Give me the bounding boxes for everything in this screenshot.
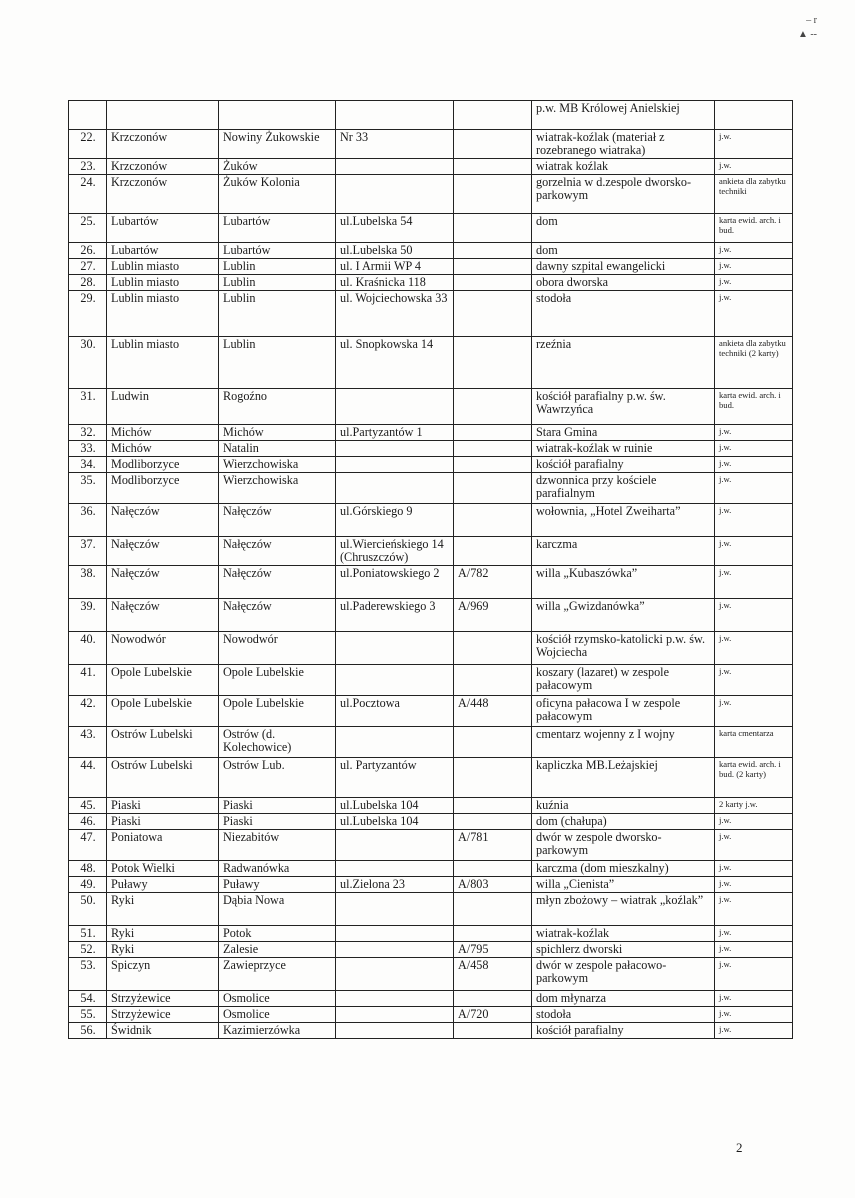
row-number: 28.: [69, 275, 107, 291]
object-name-cell: willa „Kubaszówka”: [532, 566, 715, 599]
documentation-note-cell: karta ewid. arch. i bud.: [715, 214, 793, 243]
table-row: [69, 1007, 793, 1023]
page-number: 2: [736, 1140, 743, 1155]
row-number: 37.: [69, 537, 107, 566]
documentation-note-cell: j.w.: [715, 958, 793, 991]
commune-cell: Nowodwór: [107, 632, 219, 665]
object-name-cell: młyn zbożowy – wiatrak „koźlak”: [532, 893, 715, 926]
locality-cell: Zawieprzyce: [219, 958, 336, 991]
row-number: 50.: [69, 893, 107, 926]
table-row: [69, 566, 793, 599]
commune-cell: Opole Lubelskie: [107, 696, 219, 727]
commune-cell: Nałęczów: [107, 504, 219, 537]
row-number: 33.: [69, 441, 107, 457]
table-row: [69, 1023, 793, 1039]
documentation-note-cell: j.w.: [715, 441, 793, 457]
row-number: 51.: [69, 926, 107, 942]
locality-cell: Lublin: [219, 291, 336, 337]
table-row: [69, 101, 793, 130]
table-row: [69, 473, 793, 504]
address-cell: [336, 159, 454, 175]
locality-cell: Lubartów: [219, 243, 336, 259]
register-number-cell: [454, 991, 532, 1007]
commune-cell: Modliborzyce: [107, 457, 219, 473]
register-number-cell: [454, 214, 532, 243]
locality-cell: Piaski: [219, 798, 336, 814]
table-row: [69, 159, 793, 175]
register-number-cell: [454, 665, 532, 696]
commune-cell: Lubartów: [107, 243, 219, 259]
object-name-cell: wołownia, „Hotel Zweiharta”: [532, 504, 715, 537]
table-row: [69, 758, 793, 798]
documentation-note-cell: j.w.: [715, 877, 793, 893]
object-name-cell: wiatrak-koźlak (materiał z rozebranego wiatraka): [532, 130, 715, 159]
table-row: [69, 130, 793, 159]
table-row: [69, 991, 793, 1007]
commune-cell: Lublin miasto: [107, 275, 219, 291]
documentation-note-cell: j.w.: [715, 991, 793, 1007]
table-row: [69, 893, 793, 926]
commune-cell: Krzczonów: [107, 130, 219, 159]
object-name-cell: dawny szpital ewangelicki: [532, 259, 715, 275]
table-row: [69, 214, 793, 243]
commune-cell: Piaski: [107, 798, 219, 814]
locality-cell: Nowiny Żukowskie: [219, 130, 336, 159]
address-cell: [336, 1007, 454, 1023]
documentation-note-cell: j.w.: [715, 599, 793, 632]
locality-cell: Piaski: [219, 814, 336, 830]
object-name-cell: willa „Cienista”: [532, 877, 715, 893]
row-number: 42.: [69, 696, 107, 727]
address-cell: ul.Partyzantów 1: [336, 425, 454, 441]
locality-cell: Nałęczów: [219, 599, 336, 632]
table-row: [69, 275, 793, 291]
address-cell: ul.Zielona 23: [336, 877, 454, 893]
row-number: 52.: [69, 942, 107, 958]
address-cell: [336, 632, 454, 665]
row-number: 47.: [69, 830, 107, 861]
row-number: [69, 101, 107, 130]
row-number: 22.: [69, 130, 107, 159]
commune-cell: Ostrów Lubelski: [107, 758, 219, 798]
register-number-cell: A/458: [454, 958, 532, 991]
address-cell: ul.Wiercieńskiego 14 (Chruszczów): [336, 537, 454, 566]
row-number: 41.: [69, 665, 107, 696]
commune-cell: Nałęczów: [107, 566, 219, 599]
row-number: 48.: [69, 861, 107, 877]
address-cell: [336, 665, 454, 696]
register-number-cell: A/795: [454, 942, 532, 958]
table-row: [69, 457, 793, 473]
documentation-note-cell: [715, 101, 793, 130]
commune-cell: Ryki: [107, 942, 219, 958]
row-number: 23.: [69, 159, 107, 175]
register-number-cell: [454, 473, 532, 504]
table-row: [69, 942, 793, 958]
locality-cell: Osmolice: [219, 1007, 336, 1023]
register-number-cell: [454, 861, 532, 877]
row-number: 44.: [69, 758, 107, 798]
row-number: 30.: [69, 337, 107, 389]
row-number: 34.: [69, 457, 107, 473]
documentation-note-cell: ankieta dla zabytku techniki (2 karty): [715, 337, 793, 389]
table-row: [69, 537, 793, 566]
commune-cell: Krzczonów: [107, 159, 219, 175]
table-row: [69, 243, 793, 259]
documentation-note-cell: j.w.: [715, 926, 793, 942]
commune-cell: Opole Lubelskie: [107, 665, 219, 696]
object-name-cell: dom (chałupa): [532, 814, 715, 830]
address-cell: [336, 441, 454, 457]
commune-cell: Michów: [107, 441, 219, 457]
commune-cell: Spiczyn: [107, 958, 219, 991]
documentation-note-cell: j.w.: [715, 861, 793, 877]
locality-cell: Żuków: [219, 159, 336, 175]
object-name-cell: kościół parafialny: [532, 457, 715, 473]
object-name-cell: gorzelnia w d.zespole dworsko-parkowym: [532, 175, 715, 214]
object-name-cell: stodoła: [532, 1007, 715, 1023]
address-cell: ul.Poniatowskiego 2: [336, 566, 454, 599]
locality-cell: Żuków Kolonia: [219, 175, 336, 214]
address-cell: Nr 33: [336, 130, 454, 159]
address-cell: [336, 958, 454, 991]
locality-cell: Puławy: [219, 877, 336, 893]
row-number: 36.: [69, 504, 107, 537]
row-number: 25.: [69, 214, 107, 243]
documentation-note-cell: j.w.: [715, 159, 793, 175]
address-cell: [336, 926, 454, 942]
locality-cell: Lublin: [219, 259, 336, 275]
locality-cell: Natalin: [219, 441, 336, 457]
corner-mark-bottom: ▲ --: [797, 29, 817, 40]
address-cell: ul. Partyzantów: [336, 758, 454, 798]
row-number: 24.: [69, 175, 107, 214]
documentation-note-cell: j.w.: [715, 830, 793, 861]
documentation-note-cell: j.w.: [715, 665, 793, 696]
address-cell: ul.Pocztowa: [336, 696, 454, 727]
documentation-note-cell: karta ewid. arch. i bud. (2 karty): [715, 758, 793, 798]
documentation-note-cell: j.w.: [715, 566, 793, 599]
locality-cell: Ostrów Lub.: [219, 758, 336, 798]
register-number-cell: [454, 101, 532, 130]
table-row: [69, 632, 793, 665]
address-cell: ul.Lubelska 54: [336, 214, 454, 243]
register-number-cell: [454, 537, 532, 566]
register-number-cell: [454, 275, 532, 291]
documentation-note-cell: j.w.: [715, 942, 793, 958]
commune-cell: Lublin miasto: [107, 291, 219, 337]
table-row: [69, 727, 793, 758]
locality-cell: Nałęczów: [219, 537, 336, 566]
register-number-cell: [454, 457, 532, 473]
locality-cell: Lublin: [219, 275, 336, 291]
object-name-cell: dom: [532, 214, 715, 243]
register-number-cell: [454, 814, 532, 830]
register-number-cell: A/448: [454, 696, 532, 727]
register-number-cell: [454, 243, 532, 259]
commune-cell: [107, 101, 219, 130]
address-cell: [336, 473, 454, 504]
table-row: [69, 337, 793, 389]
address-cell: [336, 830, 454, 861]
object-name-cell: dom: [532, 243, 715, 259]
table-row: [69, 389, 793, 425]
object-name-cell: rzeźnia: [532, 337, 715, 389]
table-row: [69, 830, 793, 861]
table-row: [69, 696, 793, 727]
address-cell: ul.Lubelska 104: [336, 798, 454, 814]
documentation-note-cell: j.w.: [715, 632, 793, 665]
documentation-note-cell: j.w.: [715, 457, 793, 473]
documentation-note-cell: j.w.: [715, 893, 793, 926]
row-number: 27.: [69, 259, 107, 275]
commune-cell: Nałęczów: [107, 537, 219, 566]
object-name-cell: koszary (lazaret) w zespole pałacowym: [532, 665, 715, 696]
table-row: [69, 861, 793, 877]
locality-cell: Nałęczów: [219, 504, 336, 537]
table-row: [69, 259, 793, 275]
documentation-note-cell: j.w.: [715, 537, 793, 566]
documentation-note-cell: j.w.: [715, 814, 793, 830]
documentation-note-cell: 2 karty j.w.: [715, 798, 793, 814]
object-name-cell: dzwonnica przy kościele parafialnym: [532, 473, 715, 504]
locality-cell: Kazimierzówka: [219, 1023, 336, 1039]
commune-cell: Świdnik: [107, 1023, 219, 1039]
register-number-cell: [454, 798, 532, 814]
address-cell: ul.Lubelska 50: [336, 243, 454, 259]
commune-cell: Ryki: [107, 893, 219, 926]
register-number-cell: [454, 441, 532, 457]
locality-cell: Michów: [219, 425, 336, 441]
object-name-cell: wiatrak-koźlak: [532, 926, 715, 942]
register-number-cell: A/781: [454, 830, 532, 861]
documentation-note-cell: j.w.: [715, 275, 793, 291]
object-name-cell: p.w. MB Królowej Anielskiej: [532, 101, 715, 130]
address-cell: ul.Paderewskiego 3: [336, 599, 454, 632]
register-number-cell: [454, 159, 532, 175]
address-cell: ul. I Armii WP 4: [336, 259, 454, 275]
row-number: 49.: [69, 877, 107, 893]
row-number: 55.: [69, 1007, 107, 1023]
register-number-cell: [454, 259, 532, 275]
address-cell: ul.Górskiego 9: [336, 504, 454, 537]
table-row: [69, 798, 793, 814]
register-number-cell: [454, 291, 532, 337]
object-name-cell: cmentarz wojenny z I wojny: [532, 727, 715, 758]
object-name-cell: spichlerz dworski: [532, 942, 715, 958]
locality-cell: Niezabitów: [219, 830, 336, 861]
row-number: 43.: [69, 727, 107, 758]
commune-cell: Modliborzyce: [107, 473, 219, 504]
documentation-note-cell: j.w.: [715, 259, 793, 275]
object-name-cell: oficyna pałacowa I w zespole pałacowym: [532, 696, 715, 727]
object-name-cell: wiatrak-koźlak w ruinie: [532, 441, 715, 457]
commune-cell: Krzczonów: [107, 175, 219, 214]
row-number: 56.: [69, 1023, 107, 1039]
documentation-note-cell: j.w.: [715, 504, 793, 537]
documentation-note-cell: j.w.: [715, 1023, 793, 1039]
commune-cell: Strzyżewice: [107, 1007, 219, 1023]
object-name-cell: kuźnia: [532, 798, 715, 814]
row-number: 46.: [69, 814, 107, 830]
address-cell: [336, 861, 454, 877]
object-name-cell: kościół rzymsko-katolicki p.w. św. Wojciecha: [532, 632, 715, 665]
object-name-cell: wiatrak koźlak: [532, 159, 715, 175]
object-name-cell: karczma: [532, 537, 715, 566]
object-name-cell: Stara Gmina: [532, 425, 715, 441]
object-name-cell: dom młynarza: [532, 991, 715, 1007]
monument-register-table: [68, 100, 793, 1039]
locality-cell: Wierzchowiska: [219, 457, 336, 473]
register-number-cell: [454, 389, 532, 425]
register-number-cell: [454, 337, 532, 389]
register-number-cell: [454, 504, 532, 537]
locality-cell: Ostrów (d. Kolechowice): [219, 727, 336, 758]
address-cell: [336, 1023, 454, 1039]
documentation-note-cell: j.w.: [715, 243, 793, 259]
table-body: [69, 101, 793, 1039]
address-cell: [336, 175, 454, 214]
object-name-cell: dwór w zespole pałacowo-parkowym: [532, 958, 715, 991]
object-name-cell: stodoła: [532, 291, 715, 337]
commune-cell: Nałęczów: [107, 599, 219, 632]
locality-cell: Rogoźno: [219, 389, 336, 425]
address-cell: ul. Snopkowska 14: [336, 337, 454, 389]
locality-cell: Radwanówka: [219, 861, 336, 877]
table-row: [69, 877, 793, 893]
address-cell: [336, 457, 454, 473]
locality-cell: Nowodwór: [219, 632, 336, 665]
register-number-cell: [454, 632, 532, 665]
row-number: 26.: [69, 243, 107, 259]
table-row: [69, 665, 793, 696]
locality-cell: Lubartów: [219, 214, 336, 243]
register-number-cell: [454, 758, 532, 798]
locality-cell: Zalesie: [219, 942, 336, 958]
table-row: [69, 291, 793, 337]
table-row: [69, 504, 793, 537]
object-name-cell: karczma (dom mieszkalny): [532, 861, 715, 877]
commune-cell: Ludwin: [107, 389, 219, 425]
address-cell: ul. Wojciechowska 33: [336, 291, 454, 337]
commune-cell: Michów: [107, 425, 219, 441]
table-row: [69, 599, 793, 632]
commune-cell: Piaski: [107, 814, 219, 830]
address-cell: ul.Lubelska 104: [336, 814, 454, 830]
commune-cell: Lublin miasto: [107, 259, 219, 275]
register-number-cell: A/720: [454, 1007, 532, 1023]
object-name-cell: kościół parafialny: [532, 1023, 715, 1039]
register-number-cell: A/782: [454, 566, 532, 599]
register-number-cell: [454, 727, 532, 758]
table-row: [69, 175, 793, 214]
table-row: [69, 814, 793, 830]
locality-cell: Nałęczów: [219, 566, 336, 599]
address-cell: [336, 727, 454, 758]
commune-cell: Puławy: [107, 877, 219, 893]
row-number: 40.: [69, 632, 107, 665]
documentation-note-cell: j.w.: [715, 696, 793, 727]
commune-cell: Potok Wielki: [107, 861, 219, 877]
object-name-cell: dwór w zespole dworsko-parkowym: [532, 830, 715, 861]
row-number: 54.: [69, 991, 107, 1007]
object-name-cell: willa „Gwizdanówka”: [532, 599, 715, 632]
locality-cell: Dąbia Nowa: [219, 893, 336, 926]
row-number: 45.: [69, 798, 107, 814]
address-cell: [336, 389, 454, 425]
table-row: [69, 926, 793, 942]
row-number: 35.: [69, 473, 107, 504]
documentation-note-cell: j.w.: [715, 130, 793, 159]
register-number-cell: A/803: [454, 877, 532, 893]
locality-cell: Opole Lubelskie: [219, 665, 336, 696]
object-name-cell: kapliczka MB.Leżajskiej: [532, 758, 715, 798]
commune-cell: Lublin miasto: [107, 337, 219, 389]
locality-cell: Osmolice: [219, 991, 336, 1007]
object-name-cell: obora dworska: [532, 275, 715, 291]
commune-cell: Poniatowa: [107, 830, 219, 861]
table-row: [69, 958, 793, 991]
table-row: [69, 441, 793, 457]
register-number-cell: [454, 175, 532, 214]
row-number: 39.: [69, 599, 107, 632]
commune-cell: Ostrów Lubelski: [107, 727, 219, 758]
commune-cell: Ryki: [107, 926, 219, 942]
register-number-cell: A/969: [454, 599, 532, 632]
commune-cell: Strzyżewice: [107, 991, 219, 1007]
row-number: 32.: [69, 425, 107, 441]
corner-mark-top: – r: [806, 15, 817, 26]
address-cell: [336, 942, 454, 958]
documentation-note-cell: j.w.: [715, 1007, 793, 1023]
locality-cell: Potok: [219, 926, 336, 942]
row-number: 29.: [69, 291, 107, 337]
register-number-cell: [454, 893, 532, 926]
register-number-cell: [454, 926, 532, 942]
address-cell: [336, 991, 454, 1007]
address-cell: [336, 893, 454, 926]
row-number: 38.: [69, 566, 107, 599]
address-cell: ul. Kraśnicka 118: [336, 275, 454, 291]
locality-cell: Lublin: [219, 337, 336, 389]
documentation-note-cell: karta ewid. arch. i bud.: [715, 389, 793, 425]
locality-cell: [219, 101, 336, 130]
row-number: 53.: [69, 958, 107, 991]
register-number-cell: [454, 130, 532, 159]
commune-cell: Lubartów: [107, 214, 219, 243]
row-number: 31.: [69, 389, 107, 425]
documentation-note-cell: j.w.: [715, 473, 793, 504]
documentation-note-cell: ankieta dla zabytku techniki: [715, 175, 793, 214]
documentation-note-cell: j.w.: [715, 291, 793, 337]
address-cell: [336, 101, 454, 130]
object-name-cell: kościół parafialny p.w. św. Wawrzyńca: [532, 389, 715, 425]
locality-cell: Wierzchowiska: [219, 473, 336, 504]
documentation-note-cell: j.w.: [715, 425, 793, 441]
locality-cell: Opole Lubelskie: [219, 696, 336, 727]
register-number-cell: [454, 425, 532, 441]
table-row: [69, 425, 793, 441]
documentation-note-cell: karta cmentarza: [715, 727, 793, 758]
register-number-cell: [454, 1023, 532, 1039]
corner-marks: [798, 14, 817, 42]
